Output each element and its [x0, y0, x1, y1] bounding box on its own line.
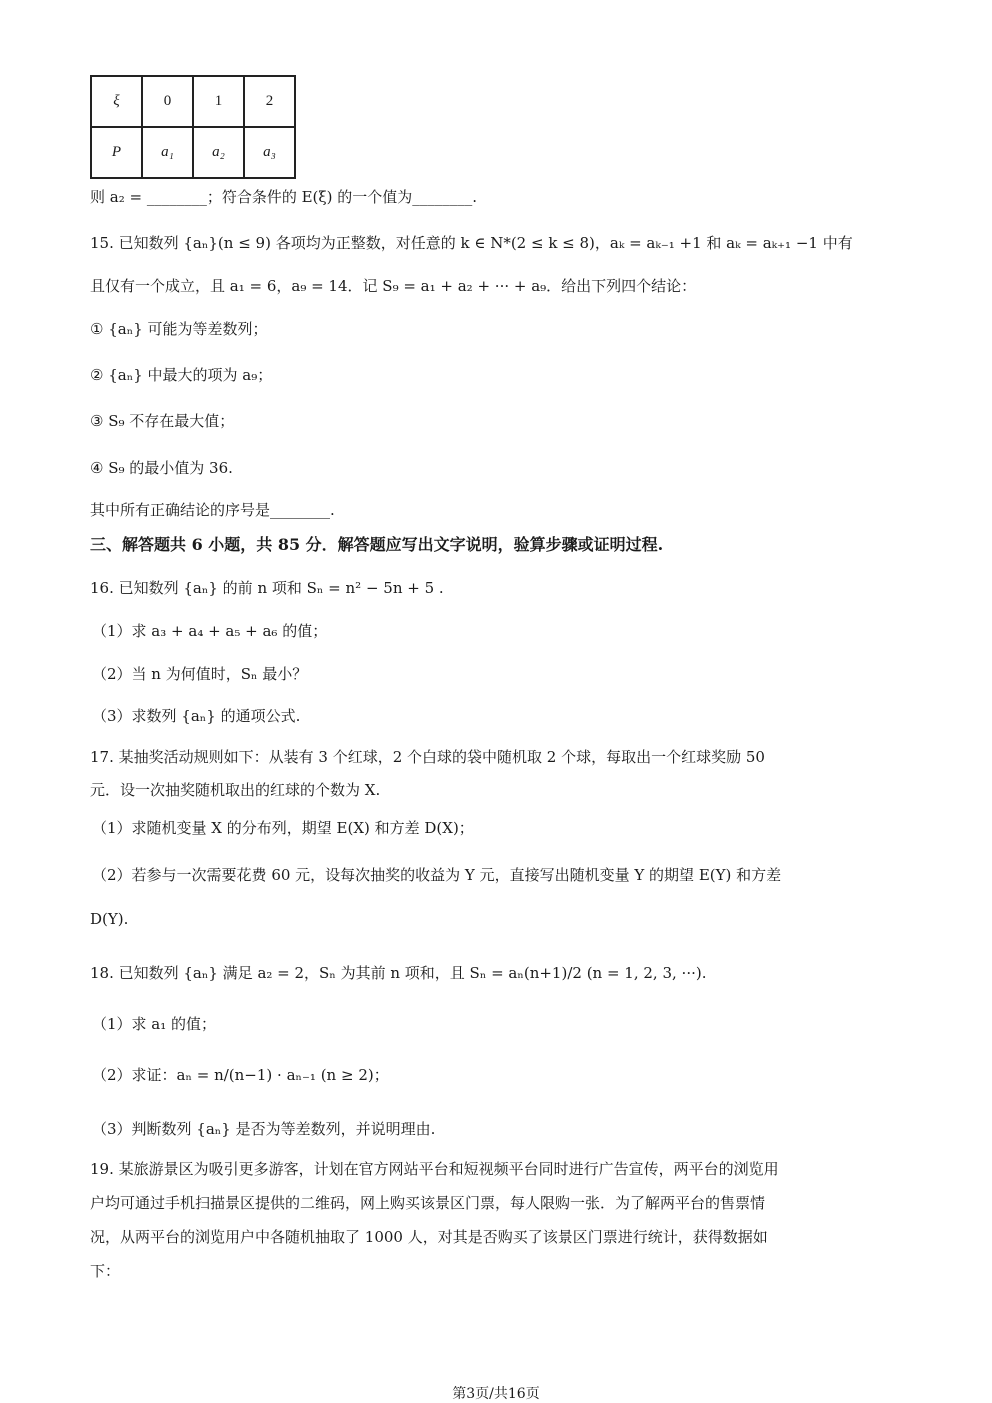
q18-part-1: （1）求 a₁ 的值；	[92, 1015, 217, 1033]
table-cell: 1	[193, 76, 244, 127]
q16-part-1: （1）求 a₃ + a₄ + a₅ + a₆ 的值；	[92, 622, 328, 640]
q16-stem: 16. 已知数列 {aₙ} 的前 n 项和 Sₙ = n² − 5n + 5 .	[90, 579, 444, 597]
q16-part-3: （3）求数列 {aₙ} 的通项公式.	[92, 707, 301, 725]
q19-stem-line-2: 户均可通过手机扫描景区提供的二维码，网上购买该景区门票，每人限购一张．为了解两平台的售票情	[90, 1194, 766, 1212]
q15-option-1: ① {aₙ} 可能为等差数列；	[90, 320, 268, 338]
table-cell: ξ	[91, 76, 142, 127]
q15-stem-line-2: 且仅有一个成立，且 a₁ = 6，a₉ = 14．记 S₉ = a₁ + a₂ + ··· + a₉．给出下列四个结论：	[90, 277, 697, 295]
section-heading: 三、解答题共 6 小题，共 85 分．解答题应写出文字说明，验算步骤或证明过程.	[90, 535, 664, 554]
q15-option-3: ③ S₉ 不存在最大值；	[90, 412, 235, 430]
q18-part-3: （3）判断数列 {aₙ} 是否为等差数列，并说明理由.	[92, 1120, 436, 1138]
q19-stem-line-1: 19. 某旅游景区为吸引更多游客，计划在官方网站平台和短视频平台同时进行广告宣传，两平台的浏览用	[90, 1160, 779, 1178]
q17-part-2-line-1: （2）若参与一次需要花费 60 元，设每次抽奖的收益为 Y 元，直接写出随机变量 Y 的期望 E(Y) 和方差	[92, 866, 782, 884]
table-cell: a₂	[193, 127, 244, 178]
table-cell: 0	[142, 76, 193, 127]
distribution-table	[90, 75, 296, 179]
q18-stem: 18. 已知数列 {aₙ} 满足 a₂ = 2，Sₙ 为其前 n 项和，且 Sₙ = aₙ(n+1)/2 (n = 1, 2, 3, ···).	[90, 964, 707, 982]
q17-stem-line-1: 17. 某抽奖活动规则如下：从装有 3 个红球，2 个白球的袋中随机取 2 个球，每取出一个红球奖励 50	[90, 748, 765, 766]
q19-stem-line-4: 下：	[90, 1262, 121, 1280]
q17-part-1: （1）求随机变量 X 的分布列，期望 E(X) 和方差 D(X)；	[92, 819, 474, 837]
q15-stem-line-1: 15. 已知数列 {aₙ}(n ≤ 9) 各项均为正整数，对任意的 k ∈ N*(2 ≤ k ≤ 8)，aₖ = aₖ₋₁ +1 和 aₖ = aₖ₊₁ −1 中有	[90, 234, 853, 252]
table-cell: a₃	[244, 127, 295, 178]
table-row	[91, 127, 295, 178]
q15-option-4: ④ S₉ 的最小值为 36.	[90, 459, 233, 477]
table-cell: a₁	[142, 127, 193, 178]
q15-answer-line: 其中所有正确结论的序号是________.	[90, 501, 335, 519]
table-cell: 2	[244, 76, 295, 127]
q15-option-2: ② {aₙ} 中最大的项为 a₉；	[90, 366, 273, 384]
table-row	[91, 76, 295, 127]
q16-part-2: （2）当 n 为何值时，Sₙ 最小？	[92, 665, 308, 683]
q17-part-2-line-2: D(Y).	[90, 910, 129, 928]
q18-part-2: （2）求证：aₙ = n/(n−1) · aₙ₋₁ (n ≥ 2)；	[92, 1066, 389, 1084]
table-cell: P	[91, 127, 142, 178]
page-footer: 第3页/共16页	[452, 1386, 540, 1402]
q19-stem-line-3: 况，从两平台的浏览用户中各随机抽取了 1000 人，对其是否购买了该景区门票进行统计，获得数据如	[90, 1228, 768, 1246]
q17-stem-line-2: 元．设一次抽奖随机取出的红球的个数为 X.	[90, 781, 381, 799]
q14-blank-line: 则 a₂ = ________；符合条件的 E(ξ) 的一个值为________.	[90, 188, 478, 206]
